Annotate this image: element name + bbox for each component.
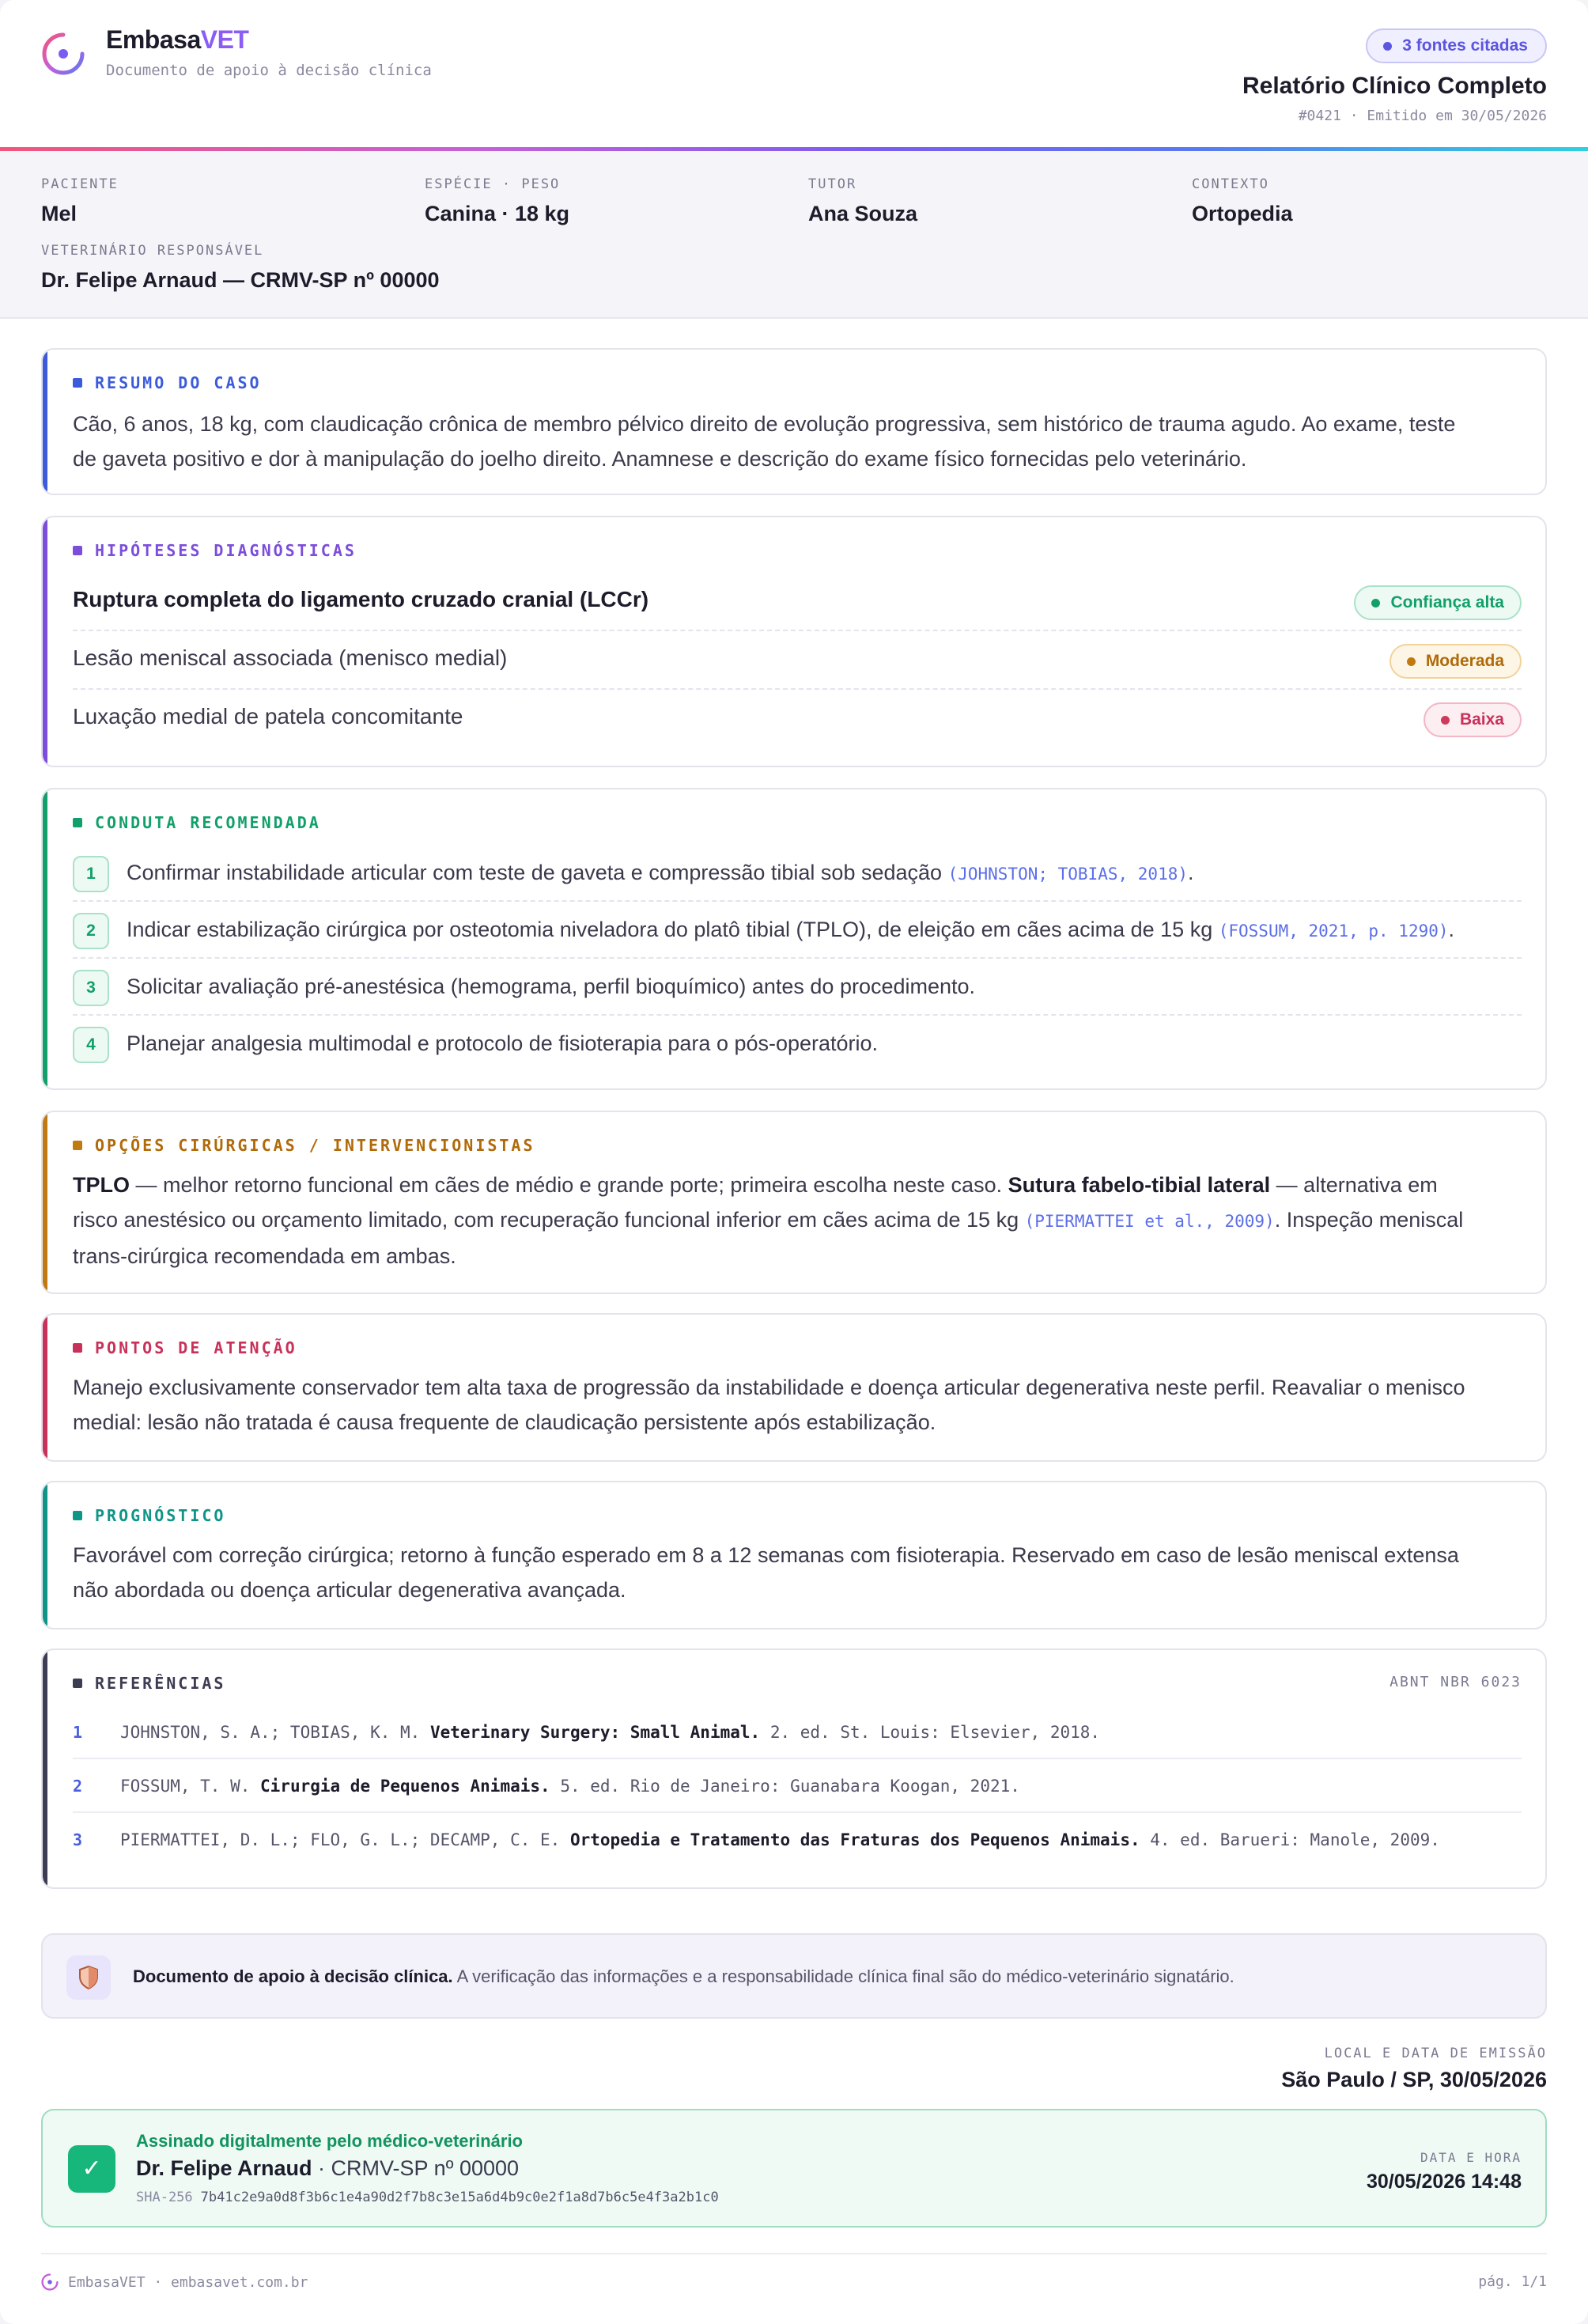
emission-value: São Paulo / SP, 30/05/2026 bbox=[1281, 2068, 1547, 2091]
diagnostic-hypotheses-card bbox=[41, 516, 1547, 767]
conduct-step: 2 Indicar estabilização cirúrgica por osteotomia niveladora do platô tibial (TPLO), de eleição em cães acima de 15 kg (FOSSUM, 2021, p. 1290). bbox=[73, 902, 1522, 959]
attention-text: Manejo exclusivamente conservador tem alta taxa de progressão da instabilidade e doença articular degenerativa neste perfil. Reavaliar o menisco medial: lesão não tratada é causa frequente de claudicação persistente após estabilização. bbox=[73, 1376, 1465, 1434]
prognosis-card bbox=[41, 1481, 1547, 1629]
patient-field-vet: VETERINÁRIO RESPONSÁVEL Dr. Felipe Arnaud — CRMV-SP nº 00000 bbox=[41, 243, 440, 292]
conduct-step: 1 Confirmar instabilidade articular com teste de gaveta e compressão tibial sob sedação (JOHNSTON; TOBIAS, 2018). bbox=[73, 845, 1522, 902]
case-summary-text: Cão, 6 anos, 18 kg, com claudicação crônica de membro pélvico direito de evolução progressiva, sem histórico de trauma agudo. Ao exame, teste de gaveta positivo e dor à manipulação do joelho direito. Anamnese e descrição do exame físico fornecidas pelo veterinário. bbox=[73, 412, 1456, 471]
embasavet-logo-icon bbox=[41, 2273, 59, 2291]
report-title: Relatório Clínico Completo bbox=[1242, 73, 1547, 99]
signature-date-value: 30/05/2026 14:48 bbox=[1366, 2171, 1522, 2193]
surgical-options-title: OPÇÕES CIRÚRGICAS / INTERVENCIONISTAS bbox=[73, 1136, 535, 1155]
checkmark-icon: ✓ bbox=[68, 2145, 115, 2193]
patient-field-name: PACIENTE Mel bbox=[41, 176, 119, 225]
hypothesis-item: Luxação medial de patela concomitante Baixa bbox=[73, 690, 1522, 748]
surgical-options-text: TPLO — melhor retorno funcional em cães de médio e grande porte; primeira escolha neste caso. Sutura fabelo-tibial lateral — alternativa em risco anestésico ou orçamento limitado, com recuperação funcional inferior em cães acima de 15 kg (PIERMATTEI et al., 2009). Inspeção meniscal trans-cirúrgica recomendada em ambas. bbox=[73, 1173, 1464, 1268]
references-card bbox=[41, 1648, 1547, 1889]
patient-field-tutor: TUTOR Ana Souza bbox=[808, 176, 918, 225]
report-meta: #0421 · Emitido em 30/05/2026 bbox=[1298, 108, 1547, 124]
signature-hash: SHA-256 7b41c2e9a0d8f3b6c1e4a90d2f7b8c3e15a6d4b9c0e2f1a8d7b6c5e4f3a2b1c0 bbox=[136, 2190, 719, 2205]
reference-item: 3 PIERMATTEI, D. L.; FLO, G. L.; DECAMP, C. E. Ortopedia e Tratamento das Fraturas dos Pequenos Animais. 4. ed. Barueri: Manole, 2009. bbox=[73, 1830, 1440, 1849]
signature-title: Assinado digitalmente pelo médico-veterinário bbox=[136, 2131, 523, 2151]
badge-dot-icon bbox=[1383, 42, 1392, 51]
disclaimer-text: Documento de apoio à decisão clínica. A verificação das informações e a responsabilidade clínica final são do médico-veterinário signatário. bbox=[133, 1966, 1234, 1986]
citation-link[interactable]: (JOHNSTON; TOBIAS, 2018) bbox=[947, 865, 1188, 884]
hypotheses-title: HIPÓTESES DIAGNÓSTICAS bbox=[73, 541, 357, 560]
references-norm: ABNT NBR 6023 bbox=[1390, 1674, 1522, 1690]
emission-label: LOCAL E DATA DE EMISSÃO bbox=[1324, 2046, 1547, 2061]
signer-name: Dr. Felipe Arnaud · CRMV-SP nº 00000 bbox=[136, 2156, 520, 2180]
patient-field-context: CONTEXTO Ortopedia bbox=[1192, 176, 1293, 225]
brand-subtitle: Documento de apoio à decisão clínica bbox=[106, 62, 432, 79]
conduct-step: 4 Planejar analgesia multimodal e protocolo de fisioterapia para o pós-operatório. bbox=[73, 1016, 1522, 1073]
page-number: pág. 1/1 bbox=[1478, 2273, 1547, 2290]
prognosis-text: Favorável com correção cirúrgica; retorno à função esperado em 8 a 12 semanas com fisioterapia. Reservado em caso de lesão meniscal extensa não abordada ou doença articular degenerativa avançada. bbox=[73, 1543, 1459, 1602]
reference-item: 2 FOSSUM, T. W. Cirurgia de Pequenos Animais. 5. ed. Rio de Janeiro: Guanabara Koogan, 2021. bbox=[73, 1759, 1522, 1813]
attention-points-card bbox=[41, 1313, 1547, 1462]
prognosis-title: PROGNÓSTICO bbox=[73, 1506, 225, 1525]
recommended-conduct-card bbox=[41, 788, 1547, 1090]
brand-name: EmbasaVET bbox=[106, 25, 249, 54]
citation-link[interactable]: (PIERMATTEI et al., 2009) bbox=[1024, 1212, 1275, 1231]
reference-item: 1 JOHNSTON, S. A.; TOBIAS, K. M. Veterinary Surgery: Small Animal. 2. ed. St. Louis: Elsevier, 2018. bbox=[73, 1705, 1522, 1759]
references-title: REFERÊNCIAS bbox=[73, 1674, 225, 1693]
patient-info bbox=[0, 151, 1588, 319]
footer-divider bbox=[41, 2253, 1547, 2254]
confidence-badge-high: Confiança alta bbox=[1354, 585, 1522, 620]
disclaimer-notice bbox=[41, 1933, 1547, 2019]
conduct-step: 3 Solicitar avaliação pré-anestésica (hemograma, perfil bioquímico) antes do procedimento. bbox=[73, 959, 1522, 1016]
embasavet-logo-icon bbox=[41, 32, 85, 76]
case-summary-card bbox=[41, 348, 1547, 495]
signature-date-label: DATA E HORA bbox=[1420, 2150, 1522, 2165]
confidence-badge-moderate: Moderada bbox=[1390, 644, 1522, 679]
sources-badge[interactable]: 3 fontes citadas bbox=[1366, 28, 1547, 63]
citation-link[interactable]: (FOSSUM, 2021, p. 1290) bbox=[1218, 922, 1449, 941]
patient-field-species: ESPÉCIE · PESO Canina · 18 kg bbox=[425, 176, 570, 225]
hypothesis-item: Lesão meniscal associada (menisco medial) Moderada bbox=[73, 631, 1522, 690]
report-header bbox=[0, 0, 1588, 149]
hypothesis-item: Ruptura completa do ligamento cruzado cranial (LCCr) Confiança alta bbox=[73, 573, 1522, 631]
attention-title: PONTOS DE ATENÇÃO bbox=[73, 1338, 297, 1357]
confidence-badge-low: Baixa bbox=[1424, 702, 1522, 737]
footer-brand: EmbasaVET · embasavet.com.br bbox=[41, 2273, 308, 2291]
shield-icon bbox=[66, 1955, 111, 2000]
conduct-title: CONDUTA RECOMENDADA bbox=[73, 813, 321, 832]
case-summary-title: RESUMO DO CASO bbox=[73, 373, 262, 392]
digital-signature bbox=[41, 2109, 1547, 2227]
surgical-options-card bbox=[41, 1111, 1547, 1294]
